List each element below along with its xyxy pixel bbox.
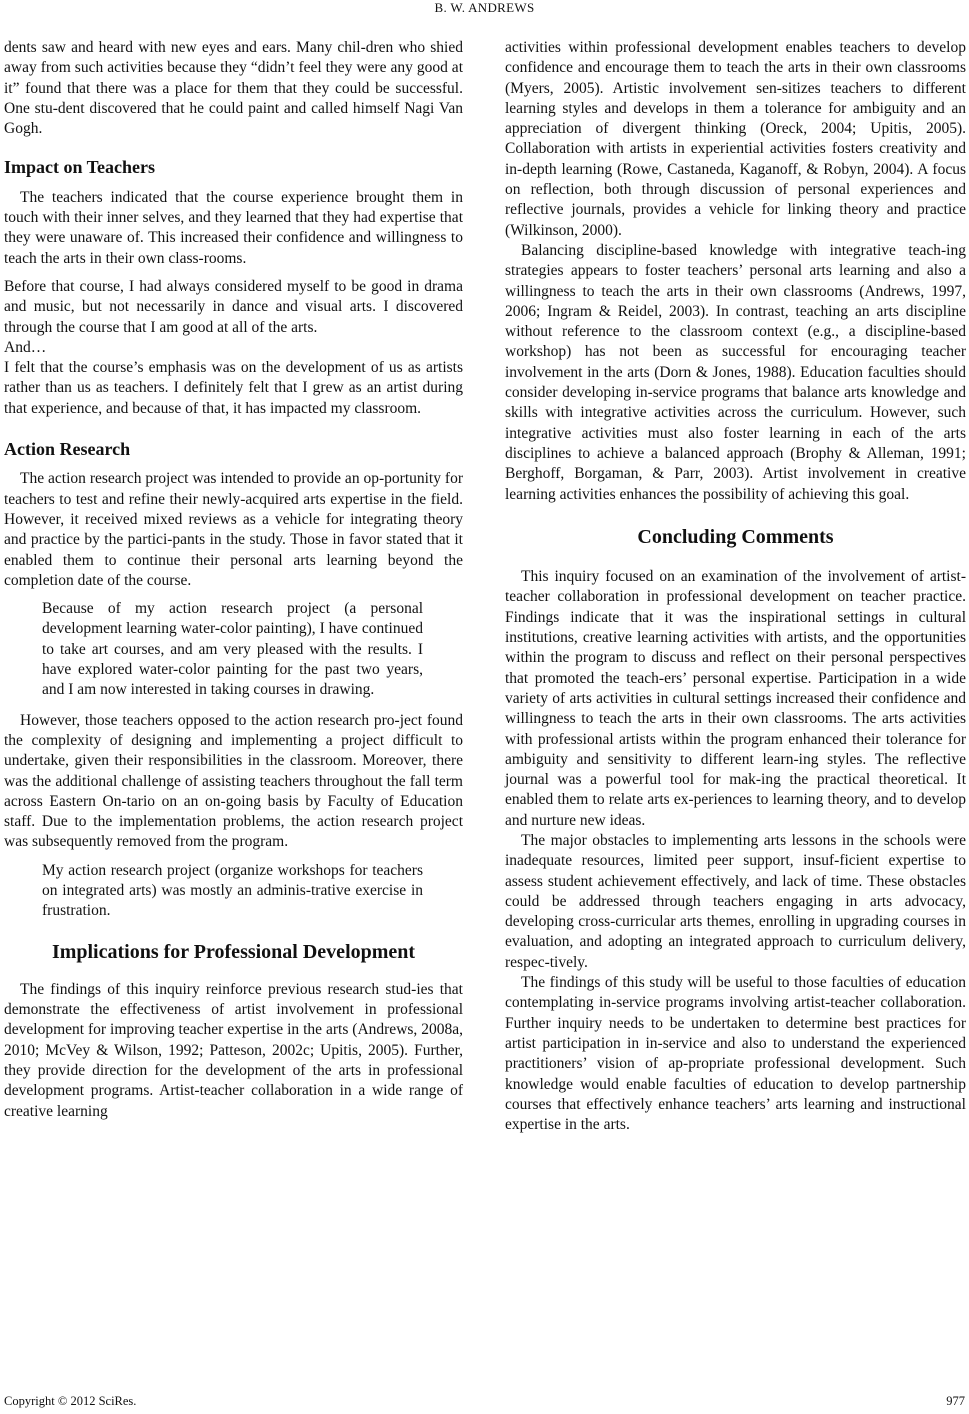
paragraph: Balancing discipline-based knowledge with integrative teach-ing strategies appears to foster teachers’ personal arts learning and also a willingness to teach the arts in their own classrooms (Andrews, 1997, 2006; Ingram & Reidel, 2003). In contrast, teaching an arts discipline without reference to the classroom context (e.g., a discipline-based workshop) has not been as successful for encouraging teacher involvement in the arts (Dorn & Jones, 1988). Education faculties should consider developing in-service programs that balance arts knowledge and skills with integrative activities across the curriculum. However, such integrative activities must also foster learning in each of the arts disciplines to achieve a balanced approach (Brophy & Alleman, 1991; Berghoff, Borgaman, & Parr, 2003). Artist involvement in creative learning activities enhances the possibility of achieving this goal. xyxy=(505,241,966,503)
left-column xyxy=(4,38,463,1122)
copyright: Copyright © 2012 SciRes. xyxy=(4,1394,137,1408)
paragraph: The findings of this inquiry reinforce previous research stud-ies that demonstrate the effectiveness of artist involvement in professional development for improving teacher expertise in the arts (Andrews, 2008a, 2010; McVey & Wilson, 1992; Patteson, 2002c; Upitis, 2005). Further, they provide direction for the development of the arts in professional development programs. Artist-teacher collaboration in a wide range of creative learning xyxy=(4,980,463,1120)
block-quote: My action research project (organize workshops for teachers on integrated arts) was mostly an adminis-trative exercise in frustration. xyxy=(42,861,423,920)
block-quote: dents saw and heard with new eyes and ears. Many chil-dren who shied away from such activities because they “didn’t feel they were any good at it” found that there was a place for them that they could be successful. One stu-dent discovered that he could paint and called himself Nagi Van Gogh. xyxy=(4,39,463,138)
page-number: 977 xyxy=(946,1394,965,1408)
section-heading-implications: Implications for Professional Development xyxy=(51,940,416,963)
paragraph: activities within professional development enables teachers to develop confidence and encourage them to teach the arts in their own classrooms (Myers, 2005). Artistic involvement sen-sitizes teachers to different learning styles and develops in them a tolerance for ambiguity and an appreciation of divergent thinking (Oreck, 2004; Upitis, 2005). Collaboration with artists in experiential activities fosters creativity and in-depth learning (Rowe, Castaneda, Kaganoff, & Robyn, 2004). A focus on reflection, both through discussion of personal experiences and reflective journals, provides a vehicle for linking theory and practice (Wilkinson, 2000). xyxy=(505,39,966,239)
block-quote: Before that course, I had always considered myself to be good in drama and music, but not necessarily in dance and visual arts. I discovered through the course that I am good at all of the arts. xyxy=(4,277,463,336)
right-column xyxy=(505,38,966,1135)
section-heading-impact: Impact on Teachers xyxy=(4,157,156,178)
connector-text: And… xyxy=(4,338,47,356)
section-heading-concluding: Concluding Comments xyxy=(637,525,834,548)
paragraph: The teachers indicated that the course experience brought them in touch with their inner selves, and they learned that they had expertise that they were unaware of. This increased their confidence and willingness to teach the arts in their own class-rooms. xyxy=(4,188,463,267)
paragraph: The major obstacles to implementing arts lessons in the schools were inadequate resources, limited peer support, insuf-ficient expertise to assess student achievement effectively, and lack of time. These obstacles could be addressed through teachers engaging in arts advocacy, developing cross-curricular arts themes, enrolling in upgrading courses in evaluation, and adopting an integrated approach to curriculum delivery, respec-tively. xyxy=(505,831,966,971)
paragraph: The findings of this study will be useful to those faculties of education contemplating in-service programs involving artist-teacher collaboration. Further inquiry needs to be undertaken to determine best practices for artist participation in in-service and also to understand the experienced practitioners’ vision of ap-propriate professional development. Such knowledge would enable faculties of education to develop partnership courses that effectively enhance teachers’ arts learning and instructional expertise in the arts. xyxy=(505,974,966,1134)
paragraph: This inquiry focused on an examination of the involvement of artist-teacher collaboration in professional development on teacher practice. Findings indicate that it was the inspirational settings in cultural institutions, creative learning activities with artists, and the opportunities within the program to discuss and reflect on their personal perspectives that promoted the teach-ers’ personal expertise. Participation in a wide variety of arts activities in cultural settings increased their confidence and willingness to teach the arts in their own classrooms. The arts activities with professional artists within the program enhanced their tolerance for ambiguity and sensitivity to different learn-ing styles. The reflective journal was a powerful tool for mak-ing the practical theoretical. It enabled them to relate arts ex-periences to learning theory, and to develop and nurture new ideas. xyxy=(505,568,966,829)
paragraph: The action research project was intended to provide an op-portunity for teachers to test and refine their newly-acquired arts expertise in the field. However, it received mixed reviews as a vehicle for integrating theory and practice by the partici-pants in the study. Those in favor stated that it enabled them to continue their personal arts learning beyond the completion date of the course. xyxy=(4,470,463,589)
block-quote: Because of my action research project (a personal development learning water-color painting), I have continued to take art courses, and am very pleased with the results. I have explored water-color painting for the past two years, and I am now interested in taking courses in drawing. xyxy=(42,600,423,699)
section-heading-action-research: Action Research xyxy=(4,439,131,460)
paragraph: However, those teachers opposed to the action research pro-ject found the complexity of designing and implementing a project difficult to undertake, given their responsibilities in the classroom. Moreover, there was the additional challenge of assisting teachers throughout the fall term across Eastern On-tario on an on-going basis by Faculty of Education staff. Due to the implementation problems, the action research project was subsequently removed from the program. xyxy=(4,711,463,851)
running-head: B. W. ANDREWS xyxy=(434,0,535,15)
block-quote: I felt that the course’s emphasis was on the development of us as artists rather than us as teachers. I definitely felt that I grew as an artist during that experience, and because of that, it has impacted my classroom. xyxy=(4,359,463,417)
